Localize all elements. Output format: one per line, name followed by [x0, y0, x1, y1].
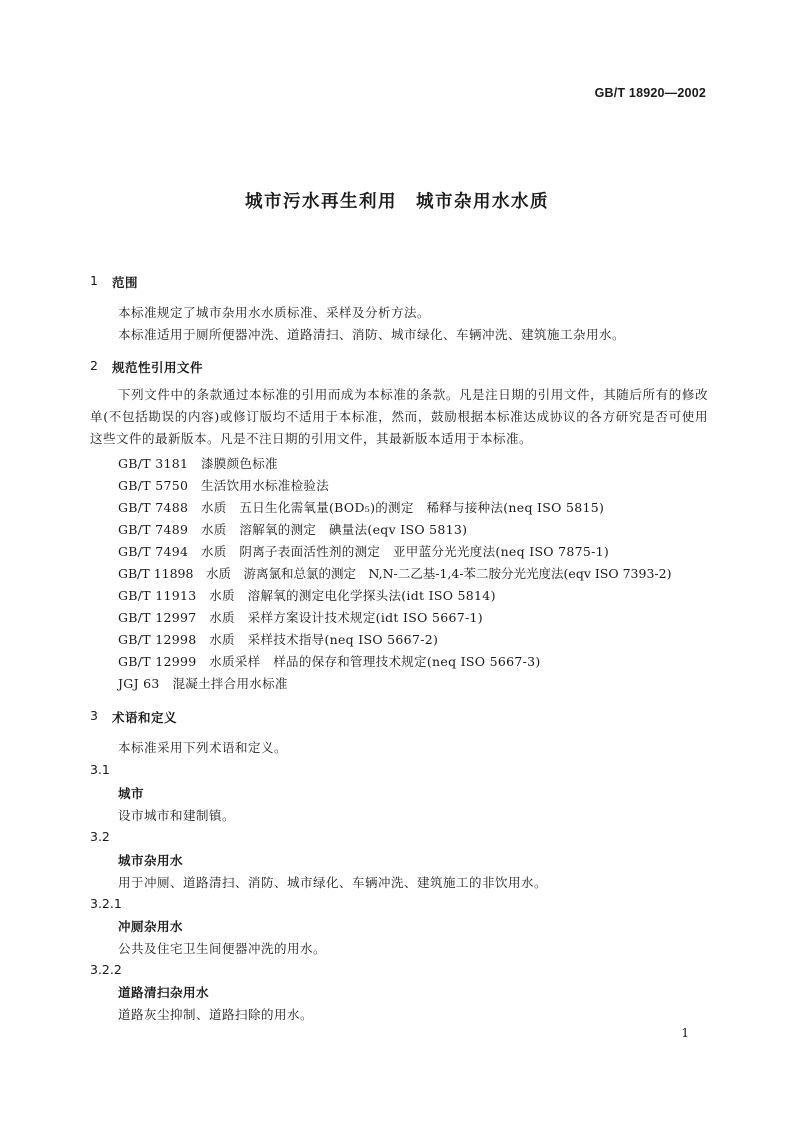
reference-item: GB/T 7489 水质 溶解氧的测定 碘量法(eqv ISO 5813)	[118, 522, 468, 537]
term-name: 城市杂用水	[118, 853, 184, 868]
term-definition: 道路灰尘抑制、道路扫除的用水。	[118, 1007, 314, 1022]
term-definition: 用于冲厕、道路清扫、消防、城市绿化、车辆冲洗、建筑施工的非饮用水。	[118, 875, 548, 890]
reference-item: JGJ 63 混凝土拌合用水标准	[118, 676, 288, 691]
term-definition: 公共及住宅卫生间便器冲洗的用水。	[118, 941, 327, 956]
reference-item: GB/T 11913 水质 溶解氧的测定电化学探头法(idt ISO 5814)	[118, 588, 496, 603]
page-number: 1	[681, 1026, 689, 1040]
section-title: 范围	[112, 275, 139, 290]
document-title: 城市污水再生利用 城市杂用水水质	[245, 192, 549, 212]
reference-item: GB/T 5750 生活饮用水标准检验法	[118, 478, 330, 493]
reference-item: GB/T 11898 水质 游离氯和总氯的测定 N,N-二乙基-1,4-苯二胺分光光度法(eqv ISO 7393-2)	[118, 566, 672, 581]
reference-item: GB/T 12997 水质 采样方案设计技术规定(idt ISO 5667-1)	[118, 610, 483, 625]
clause-number: 3.1	[90, 762, 110, 777]
section-title: 术语和定义	[112, 710, 178, 725]
reference-item: GB/T 3181 漆膜颜色标准	[118, 456, 278, 471]
section-2-heading	[90, 358, 390, 376]
term-definition: 设市城市和建制镇。	[118, 808, 236, 823]
section-title: 规范性引用文件	[112, 360, 204, 375]
reference-item: GB/T 7494 水质 阴离子表面活性剂的测定 亚甲蓝分光光度法(neq ISO 7875-1)	[118, 544, 610, 559]
term-name: 冲厕杂用水	[118, 919, 184, 934]
standard-number: GB/T 18920—2002	[594, 86, 706, 100]
section-1-heading	[90, 273, 390, 291]
section-3-intro: 本标准采用下列术语和定义。	[118, 740, 288, 755]
term-name: 道路清扫杂用水	[118, 985, 210, 1000]
reference-item: GB/T 12999 水质采样 样品的保存和管理技术规定(neq ISO 5667-3)	[118, 654, 541, 669]
section-2-intro: 下列文件中的条款通过本标准的引用而成为本标准的条款。凡是注日期的引用文件，其随后所有的修改单(不包括勘误的内容)或修订版均不适用于本标准，然而，鼓励根据本标准达成协议的各方研究是否可使用这些文件的最新版本。凡是不注日期的引用文件，其最新版本适用于本标准。	[90, 387, 708, 446]
section-3-heading	[90, 708, 390, 726]
clause-number: 3.2.2	[90, 962, 122, 977]
section-1-line-2: 本标准适用于厕所便器冲洗、道路清扫、消防、城市绿化、车辆冲洗、建筑施工杂用水。	[118, 327, 626, 342]
section-1-line-1: 本标准规定了城市杂用水水质标准、采样及分析方法。	[118, 305, 431, 320]
reference-item: GB/T 12998 水质 采样技术指导(neq ISO 5667-2)	[118, 632, 439, 647]
section-number: 2	[90, 358, 98, 373]
term-name: 城市	[118, 786, 145, 801]
reference-item: GB/T 7488 水质 五日生化需氧量(BOD₅)的测定 稀释与接种法(neq ISO 5815)	[118, 500, 605, 515]
section-number: 1	[90, 273, 98, 288]
section-number: 3	[90, 708, 98, 723]
clause-number: 3.2.1	[90, 896, 122, 911]
clause-number: 3.2	[90, 829, 110, 844]
